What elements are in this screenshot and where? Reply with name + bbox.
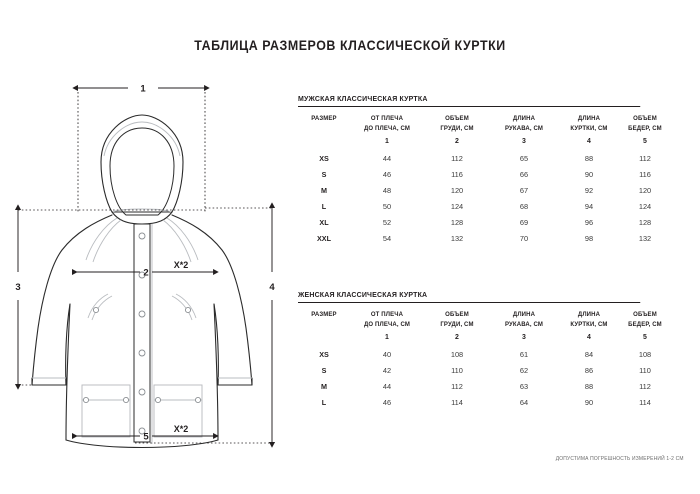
cell-chest: 132 (450, 233, 464, 243)
left-sleeve-outer (32, 215, 112, 385)
cell-hip: 114 (639, 397, 651, 407)
cell-length: 86 (584, 365, 594, 375)
cell-chest: 114 (451, 397, 463, 407)
cell-size: S (321, 169, 327, 179)
col-header-chest: ОБЪЕМ ГРУДИ, СМ 2 (440, 311, 474, 342)
cell-sleeve: 64 (519, 397, 529, 407)
cell-length: 98 (584, 233, 594, 243)
jacket-technical-drawing (0, 60, 290, 470)
cell-length: 94 (584, 201, 594, 211)
cell-sleeve: 65 (519, 153, 529, 163)
cell-sleeve: 61 (519, 349, 529, 359)
cell-shoulder: 44 (382, 381, 392, 391)
cell-size: M (321, 381, 327, 391)
mens-section-title: МУЖСКАЯ КЛАССИЧЕСКАЯ КУРТКА (298, 94, 640, 107)
right-pocket-button (195, 397, 200, 402)
cell-size: S (321, 365, 327, 375)
left-body-side (66, 304, 70, 440)
cell-length: 90 (584, 169, 594, 179)
mens-size-table-block (298, 94, 670, 247)
measurement-tolerance-note: ДОПУСТИМА ПОГРЕШНОСТЬ ИЗМЕРЕНИЙ 1-2 СМ (556, 456, 684, 462)
right-cuff-edge (218, 378, 252, 385)
cell-shoulder: 50 (382, 201, 392, 211)
table-row (298, 215, 670, 231)
cell-size: L (321, 201, 327, 211)
cell-shoulder: 42 (382, 365, 392, 375)
cell-chest: 112 (451, 381, 463, 391)
table-row (298, 199, 670, 215)
cell-sleeve: 67 (519, 185, 529, 195)
hip-multiplier-label: X*2 (173, 424, 189, 434)
cell-hip: 128 (638, 217, 652, 227)
table-row (298, 395, 670, 411)
hem-line (66, 440, 218, 448)
cell-size: M (321, 185, 327, 195)
table-header-row (298, 114, 670, 147)
womens-size-table (298, 310, 670, 411)
col-header-shoulder: ОТ ПЛЕЧА ДО ПЛЕЧА, СМ 1 (363, 311, 411, 342)
button (139, 389, 145, 395)
cell-size: XS (319, 349, 329, 359)
cell-hip: 110 (639, 365, 651, 375)
cell-sleeve: 69 (519, 217, 529, 227)
cell-size: XS (319, 153, 329, 163)
cell-chest: 112 (451, 153, 463, 163)
chest-pocket-button (185, 307, 190, 312)
cell-sleeve: 63 (519, 381, 529, 391)
cell-length: 88 (584, 153, 594, 163)
col-header-hip: ОБЪЕМ БЕДЕР, СМ 5 (628, 115, 662, 146)
womens-section-title: ЖЕНСКАЯ КЛАССИЧЕСКАЯ КУРТКА (298, 290, 640, 303)
cell-shoulder: 52 (382, 217, 392, 227)
cell-length: 90 (584, 397, 594, 407)
cell-length: 88 (584, 381, 594, 391)
button-placket (134, 224, 150, 442)
button (139, 233, 145, 239)
right-chest-pocket (176, 294, 196, 318)
cell-chest: 120 (450, 185, 464, 195)
dimension-label-3: 3 (15, 282, 21, 293)
cell-size: XL (319, 217, 329, 227)
cell-shoulder: 44 (382, 153, 392, 163)
cell-hip: 120 (638, 185, 652, 195)
table-row (298, 343, 670, 363)
cell-hip: 108 (638, 349, 652, 359)
dimension-label-4: 4 (269, 282, 275, 293)
table-row (298, 147, 670, 167)
cell-hip: 132 (638, 233, 652, 243)
cell-hip: 116 (639, 169, 651, 179)
right-armhole-seam (167, 218, 198, 260)
cell-sleeve: 68 (519, 201, 529, 211)
dimension-label-5: 5 (143, 431, 149, 443)
cell-chest: 124 (450, 201, 464, 211)
table-row (298, 167, 670, 183)
cell-shoulder: 46 (382, 169, 392, 179)
cell-sleeve: 62 (519, 365, 529, 375)
left-chest-pocket (88, 294, 108, 318)
hood-outline (101, 115, 183, 212)
placket-buttons (139, 233, 145, 434)
left-pocket-button (123, 397, 128, 402)
cell-sleeve: 66 (519, 169, 529, 179)
right-sleeve-outer (172, 215, 252, 385)
cell-chest: 116 (451, 169, 463, 179)
chest-multiplier-label: X*2 (173, 260, 189, 270)
cell-size: XXL (317, 233, 331, 243)
chest-pocket-button (93, 307, 98, 312)
col-header-hip: ОБЪЕМ БЕДЕР, СМ 5 (628, 311, 662, 342)
cell-hip: 124 (638, 201, 652, 211)
cell-sleeve: 70 (519, 233, 529, 243)
col-header-length: ДЛИНА КУРТКИ, СМ 4 (570, 115, 608, 146)
womens-size-table-block (298, 290, 670, 411)
cell-hip: 112 (639, 153, 651, 163)
cell-size: L (321, 397, 327, 407)
col-header-size: РАЗМЕР (311, 311, 337, 318)
left-patch-pocket (82, 385, 130, 437)
col-header-chest: ОБЪЕМ ГРУДИ, СМ 2 (440, 115, 474, 146)
mens-size-table (298, 114, 670, 247)
col-header-size: РАЗМЕР (311, 115, 337, 122)
left-cuff-edge (32, 378, 66, 385)
left-armhole-seam (86, 218, 117, 260)
cell-shoulder: 48 (382, 185, 392, 195)
right-body-side (214, 304, 218, 440)
cell-chest: 128 (450, 217, 464, 227)
cell-hip: 112 (639, 381, 651, 391)
button (139, 311, 145, 317)
cell-chest: 108 (450, 349, 464, 359)
cell-length: 84 (584, 349, 594, 359)
cell-shoulder: 54 (382, 233, 392, 243)
table-row (298, 231, 670, 247)
cell-shoulder: 40 (382, 349, 392, 359)
cell-shoulder: 46 (382, 397, 392, 407)
col-header-length: ДЛИНА КУРТКИ, СМ 4 (570, 311, 608, 342)
cell-length: 96 (584, 217, 594, 227)
cell-chest: 110 (451, 365, 463, 375)
dimension-label-1: 1 (140, 83, 146, 95)
col-header-sleeve: ДЛИНА РУКАВА, СМ 3 (504, 115, 544, 146)
col-header-sleeve: ДЛИНА РУКАВА, СМ 3 (504, 311, 544, 342)
col-header-shoulder: ОТ ПЛЕЧА ДО ПЛЕЧА, СМ 1 (363, 115, 411, 146)
page-title: ТАБЛИЦА РАЗМЕРОВ КЛАССИЧЕСКОЙ КУРТКИ (194, 38, 506, 53)
table-row (298, 183, 670, 199)
cell-length: 92 (584, 185, 594, 195)
table-row (298, 379, 670, 395)
button (139, 350, 145, 356)
hood-opening (110, 128, 174, 215)
collar-band (112, 212, 172, 224)
table-header-row (298, 310, 670, 343)
right-pocket-button (155, 397, 160, 402)
dimension-label-2: 2 (143, 267, 149, 279)
left-pocket-button (83, 397, 88, 402)
table-row (298, 363, 670, 379)
